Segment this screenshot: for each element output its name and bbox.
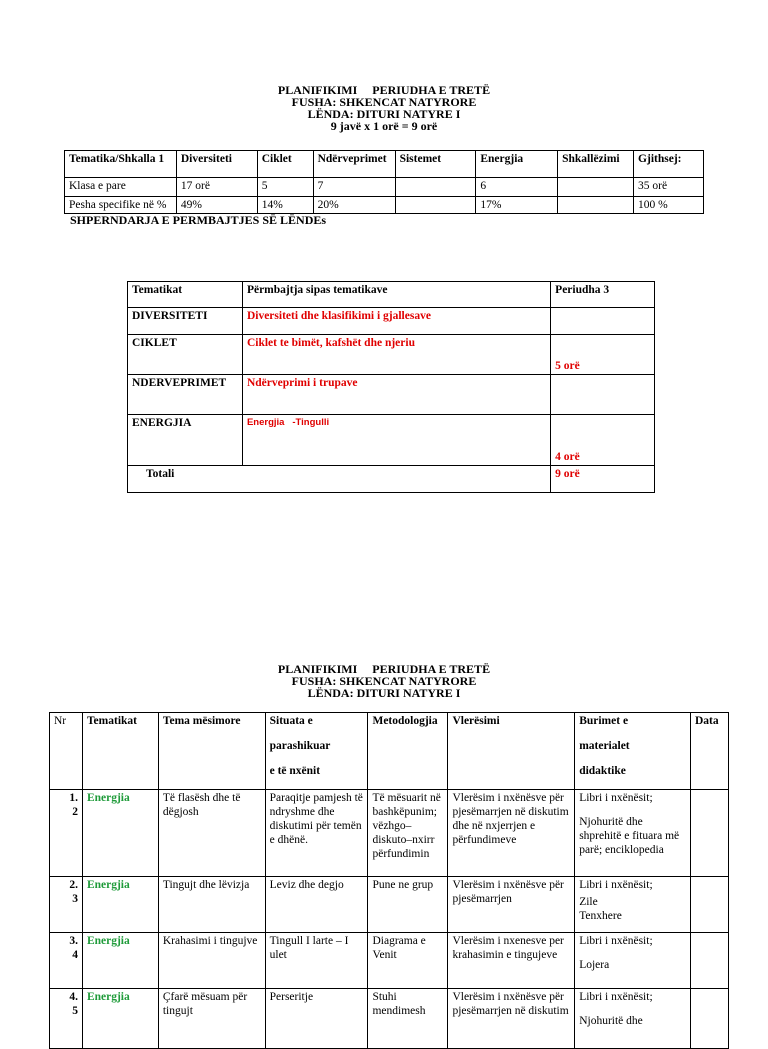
header-cell: Përmbajtja sipas tematikave — [242, 282, 550, 308]
planning-header-2 — [0, 663, 768, 699]
table-cell: 17 orë — [176, 178, 257, 197]
methodology-cell: Stuhi mendimesh — [368, 989, 448, 1049]
table-cell — [558, 178, 634, 197]
theme-cell: NDERVEPRIMET — [128, 375, 243, 415]
table-row — [65, 197, 704, 214]
situation-cell: Paraqitje pamjesh të ndryshme dhe diskutimi për temën e dhënë. — [265, 790, 368, 877]
theme-cell: Energjia — [82, 877, 158, 933]
methodology-cell: Të mësuarit në bashkëpunim; vëzhgo–diskuto–nxirr përfundimin — [368, 790, 448, 877]
content-cell: Ciklet te bimët, kafshët dhe njeriu — [242, 335, 550, 375]
table-header-row — [65, 151, 704, 178]
planning-header-1 — [0, 84, 768, 132]
header1-hours: 9 javë x 1 orë = 9 orë — [330, 119, 438, 133]
header-cell: Vlerësimi — [448, 713, 575, 790]
theme-cell: DIVERSITETI — [128, 308, 243, 335]
table-header-row — [128, 282, 655, 308]
date-cell — [690, 790, 728, 877]
assessment-cell: Vlerësim i nxenesve per krahasimin e tingujeve — [448, 933, 575, 989]
header-cell: Data — [690, 713, 728, 790]
header-line: materialet — [579, 740, 630, 752]
table-cell: 100 % — [634, 197, 704, 214]
total-value: 9 orë — [551, 466, 655, 493]
table-cell: 6 — [476, 178, 558, 197]
lesson-topic: Çfarë mësuam për tingujt — [158, 989, 265, 1049]
table-row — [50, 790, 729, 877]
theme-cell: CIKLET — [128, 335, 243, 375]
resource-line: Lojera — [579, 959, 610, 971]
header1-title: PLANIFIKIMI PERIUDHA E TRETË — [277, 83, 491, 97]
situation-cell: Leviz dhe degjo — [265, 877, 368, 933]
resources-cell — [575, 790, 691, 877]
table-row — [128, 308, 655, 335]
assessment-cell: Vlerësim i nxënësve për pjesëmarrjen në diskutim dhe në nxjerrjen e përfundimeve — [448, 790, 575, 877]
resources-cell — [575, 933, 691, 989]
situation-cell: Perseritje — [265, 989, 368, 1049]
content-table — [127, 281, 655, 493]
resource-line: Libri i nxënësit; — [579, 935, 653, 947]
total-label: Totali — [128, 466, 551, 493]
row-number — [50, 989, 83, 1049]
table-row — [128, 335, 655, 375]
header-cell: Nr — [50, 713, 83, 790]
content-cell: Energjia -Tingulli — [242, 415, 550, 466]
header-line: didaktike — [579, 765, 626, 777]
hours-cell: 5 orë — [551, 335, 655, 375]
hours-cell: 4 orë — [551, 415, 655, 466]
lesson-plan-table — [49, 712, 729, 1049]
methodology-cell: Pune ne grup — [368, 877, 448, 933]
table-cell — [558, 197, 634, 214]
header-cell: Ciklet — [257, 151, 313, 178]
table-cell: 17% — [476, 197, 558, 214]
header2-subject: LËNDA: DITURI NATYRE I — [307, 686, 461, 700]
content-cell: Diversiteti dhe klasifikimi i gjallesave — [242, 308, 550, 335]
header-line: e të nxënit — [269, 765, 321, 777]
subject-distribution-table — [64, 150, 704, 214]
header-cell — [575, 713, 691, 790]
header-cell — [265, 713, 368, 790]
header-cell: Tematikat — [128, 282, 243, 308]
header-cell: Shkallëzimi — [558, 151, 634, 178]
resource-line: Libri i nxënësit; — [579, 879, 653, 891]
resources-cell — [575, 877, 691, 933]
table-cell: 14% — [257, 197, 313, 214]
header-cell: Metodologjia — [368, 713, 448, 790]
date-cell — [690, 989, 728, 1049]
table-cell: 7 — [313, 178, 395, 197]
header-cell: Energjia — [476, 151, 558, 178]
row-number — [50, 877, 83, 933]
header-cell: Gjithsej: — [634, 151, 704, 178]
resource-line: Njohuritë dhe — [579, 1015, 643, 1027]
header2-field: FUSHA: SHKENCAT NATYRORE — [291, 674, 477, 688]
resource-line: Njohuritë dhe shprehitë e fituara më parë; enciklopedia — [579, 816, 680, 856]
row-number-b: 3 — [72, 893, 78, 905]
resource-line: Libri i nxënësit; — [579, 991, 653, 1003]
methodology-cell: Diagrama e Venit — [368, 933, 448, 989]
row-number — [50, 933, 83, 989]
header-cell: Sistemet — [395, 151, 476, 178]
header-cell: Ndërveprimet — [313, 151, 395, 178]
table-row — [50, 989, 729, 1049]
assessment-cell: Vlerësim i nxënësve për pjesëmarrjen — [448, 877, 575, 933]
header-line: Situata e — [269, 715, 313, 727]
theme-cell: Energjia — [82, 989, 158, 1049]
table-cell: Klasa e pare — [65, 178, 177, 197]
table-row — [50, 933, 729, 989]
situation-cell: Tingull I larte – I ulet — [265, 933, 368, 989]
theme-cell: Energjia — [82, 933, 158, 989]
header2-title: PLANIFIKIMI PERIUDHA E TRETË — [277, 662, 491, 676]
table-cell: 35 orë — [634, 178, 704, 197]
header1-subject: LËNDA: DITURI NATYRE I — [307, 107, 461, 121]
hours-cell — [551, 308, 655, 335]
table-header-row — [50, 713, 729, 790]
table-row — [50, 877, 729, 933]
table-cell: 5 — [257, 178, 313, 197]
table-cell: 49% — [176, 197, 257, 214]
row-number-a: 2. — [69, 879, 78, 891]
table-cell — [395, 178, 476, 197]
content-cell: Ndërveprimi i trupave — [242, 375, 550, 415]
resource-line: Zile — [579, 896, 598, 908]
row-number-b: 4 — [72, 949, 78, 961]
header-line: Burimet e — [579, 715, 629, 727]
date-cell — [690, 933, 728, 989]
header1-field: FUSHA: SHKENCAT NATYRORE — [291, 95, 477, 109]
row-number-a: 1. — [69, 792, 78, 804]
table-row — [128, 415, 655, 466]
total-row — [128, 466, 655, 493]
header-cell: Diversiteti — [176, 151, 257, 178]
table-cell — [395, 197, 476, 214]
lesson-topic: Tingujt dhe lëvizja — [158, 877, 265, 933]
assessment-cell: Vlerësim i nxënësve për pjesëmarrjen në diskutim — [448, 989, 575, 1049]
table-row — [128, 375, 655, 415]
theme-cell: ENERGJIA — [128, 415, 243, 466]
hours-cell — [551, 375, 655, 415]
row-number-b: 5 — [72, 1005, 78, 1017]
header-line: parashikuar — [269, 740, 331, 752]
lesson-topic: Të flasësh dhe të dëgjosh — [158, 790, 265, 877]
header-cell: Periudha 3 — [551, 282, 655, 308]
table-row — [65, 178, 704, 197]
table-cell: Pesha specifike në % — [65, 197, 177, 214]
theme-cell: Energjia — [82, 790, 158, 877]
date-cell — [690, 877, 728, 933]
table-cell: 20% — [313, 197, 395, 214]
header-cell: Tematikat — [82, 713, 158, 790]
header-cell: Tematika/Shkalla 1 — [65, 151, 177, 178]
resource-line: Tenxhere — [579, 910, 622, 922]
row-number — [50, 790, 83, 877]
resource-line: Libri i nxënësit; — [579, 792, 653, 804]
row-number-a: 4. — [69, 991, 78, 1003]
row-number-b: 2 — [72, 806, 78, 818]
header-cell: Tema mësimore — [158, 713, 265, 790]
section-title: SHPERNDARJA E PERMBAJTJES SË LËNDEs — [70, 213, 327, 227]
lesson-topic: Krahasimi i tingujve — [158, 933, 265, 989]
resources-cell — [575, 989, 691, 1049]
row-number-a: 3. — [69, 935, 78, 947]
